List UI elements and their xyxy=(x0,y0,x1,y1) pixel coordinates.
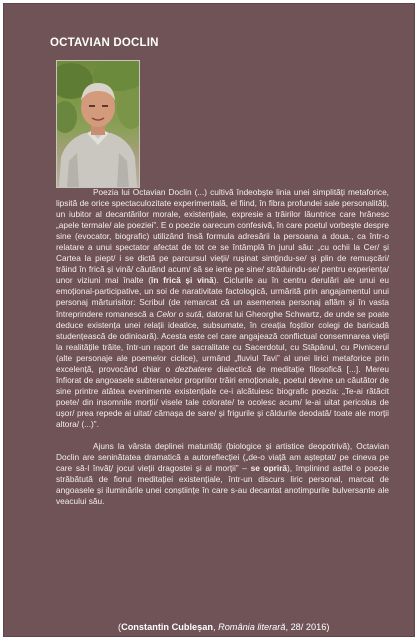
bold-segment: în frică și vină xyxy=(151,275,214,286)
portrait-illustration xyxy=(57,61,139,187)
text-segment: Poezia lui Octavian Doclin (...) cultivă îndeobște linia unei simplități metaforice, lipsită de orice spectaculozitate experimentală, el fiind, în fibra profundei sale personalități, un iubitor al decantărilor morale, existențiale, expresie a trăirilor lăuntrice care hrănesc „apele termale/ ale poeziei”. E o poezie oarecum confesivă, în care poetul vorbește despre sine (evocator, biografic) utilizând însă formula adresării la persoana a doua., ca într-o relatare a unui spectator afectat de tot ce se întâmplă în jurul său: „cu ochii la Cer/ și Cartea la piept/ i se dictă pe parcursul vieții/ rușinat simțindu-se/ și plin de remușcări/ trăind în frică și vină/ căutând acum/ să se ierte pe sine/ străduindu-se/ pentru experiența/ unor viziuni mai înalte ( xyxy=(56,187,389,286)
italic-title: Celor o sută xyxy=(156,308,202,319)
review-paragraph xyxy=(56,187,389,430)
review-credit xyxy=(118,622,329,632)
text-segment: ). Ciclurile au în centru derulări ale unui eu emoțional-participative, un soi de narativitate factologică, urmărită prin angajamentul unui personaj mărturisitor: Scribul (de remarcat că un asemenea personaj aflăm și în vasta întreprindere romanescă a xyxy=(56,275,390,319)
credit-paren: ( xyxy=(118,622,122,632)
back-cover xyxy=(3,3,415,637)
text-segment: , datorat lui Gheorghe Schwartz, de unde se poate deduce existența unei relații ideatice, subsumate, în creația foștilor colegi de baricadă studențească de odinioară). Acesta este cel care angajează conflictual consemnarea vieții la realitățile trăite, într-un raport de sacralitate cu Sacerdotul, cu Stăpânul, cu Pivnicerul (alte personaje ale poemelor ciclice), urmând „fluviul Tavi” al unei lirici metaforice prin excelență, provocând chiar o xyxy=(56,308,389,374)
italic-title: dezbatere xyxy=(175,363,212,374)
review-text xyxy=(56,187,389,507)
publication-name: România literară xyxy=(218,622,286,632)
author-name: OCTAVIAN DOCLIN xyxy=(50,37,159,49)
bold-segment: se opriră xyxy=(250,463,288,474)
text-segment: dialectică de meditație filosofică [...]. Mereu înfiorat de angoasele subteranelor propriilor trăiri emoționale, poetul devine un căutător de sine printre atâtea evenimente existențiale ce-i alcătuiesc biografic poezia: „Te-ai rătăcit poete/ din insomnile morții/ visele tale colorate/ te ocolesc acum/ le-ai uitat pericolus de ușor/ prea repede ai uitat/ cămașa de sare/ și frigurile și căldurile deodată/ toate ale morții altora/ (...)”. xyxy=(56,363,389,429)
author-photo xyxy=(56,60,140,188)
publication-issue: , 28/ 2016) xyxy=(285,622,330,632)
credit-separator: , xyxy=(212,622,219,632)
text-segment: ), împlinind astfel o poezie străbătută de fiorul meditației existențiale, într-un discurs liric personal, marcat de angoasele și iluminările unei conștiințe în care s-au decantat anotimpurile bulversante ale veacului său. xyxy=(56,463,389,507)
review-paragraph xyxy=(56,441,389,507)
text-segment: Ajuns la vârsta deplinei maturități (biologice și artistice deopotrivă), Octavian Doclin are seninătatea dramatică a autoreflecției („de-o viață am așteptat/ pe cineva pe care să-l învăț/ jocul vieții dragostei și al morții” – xyxy=(56,441,389,474)
reviewer-name: Constantin Cubleșan xyxy=(121,622,213,632)
